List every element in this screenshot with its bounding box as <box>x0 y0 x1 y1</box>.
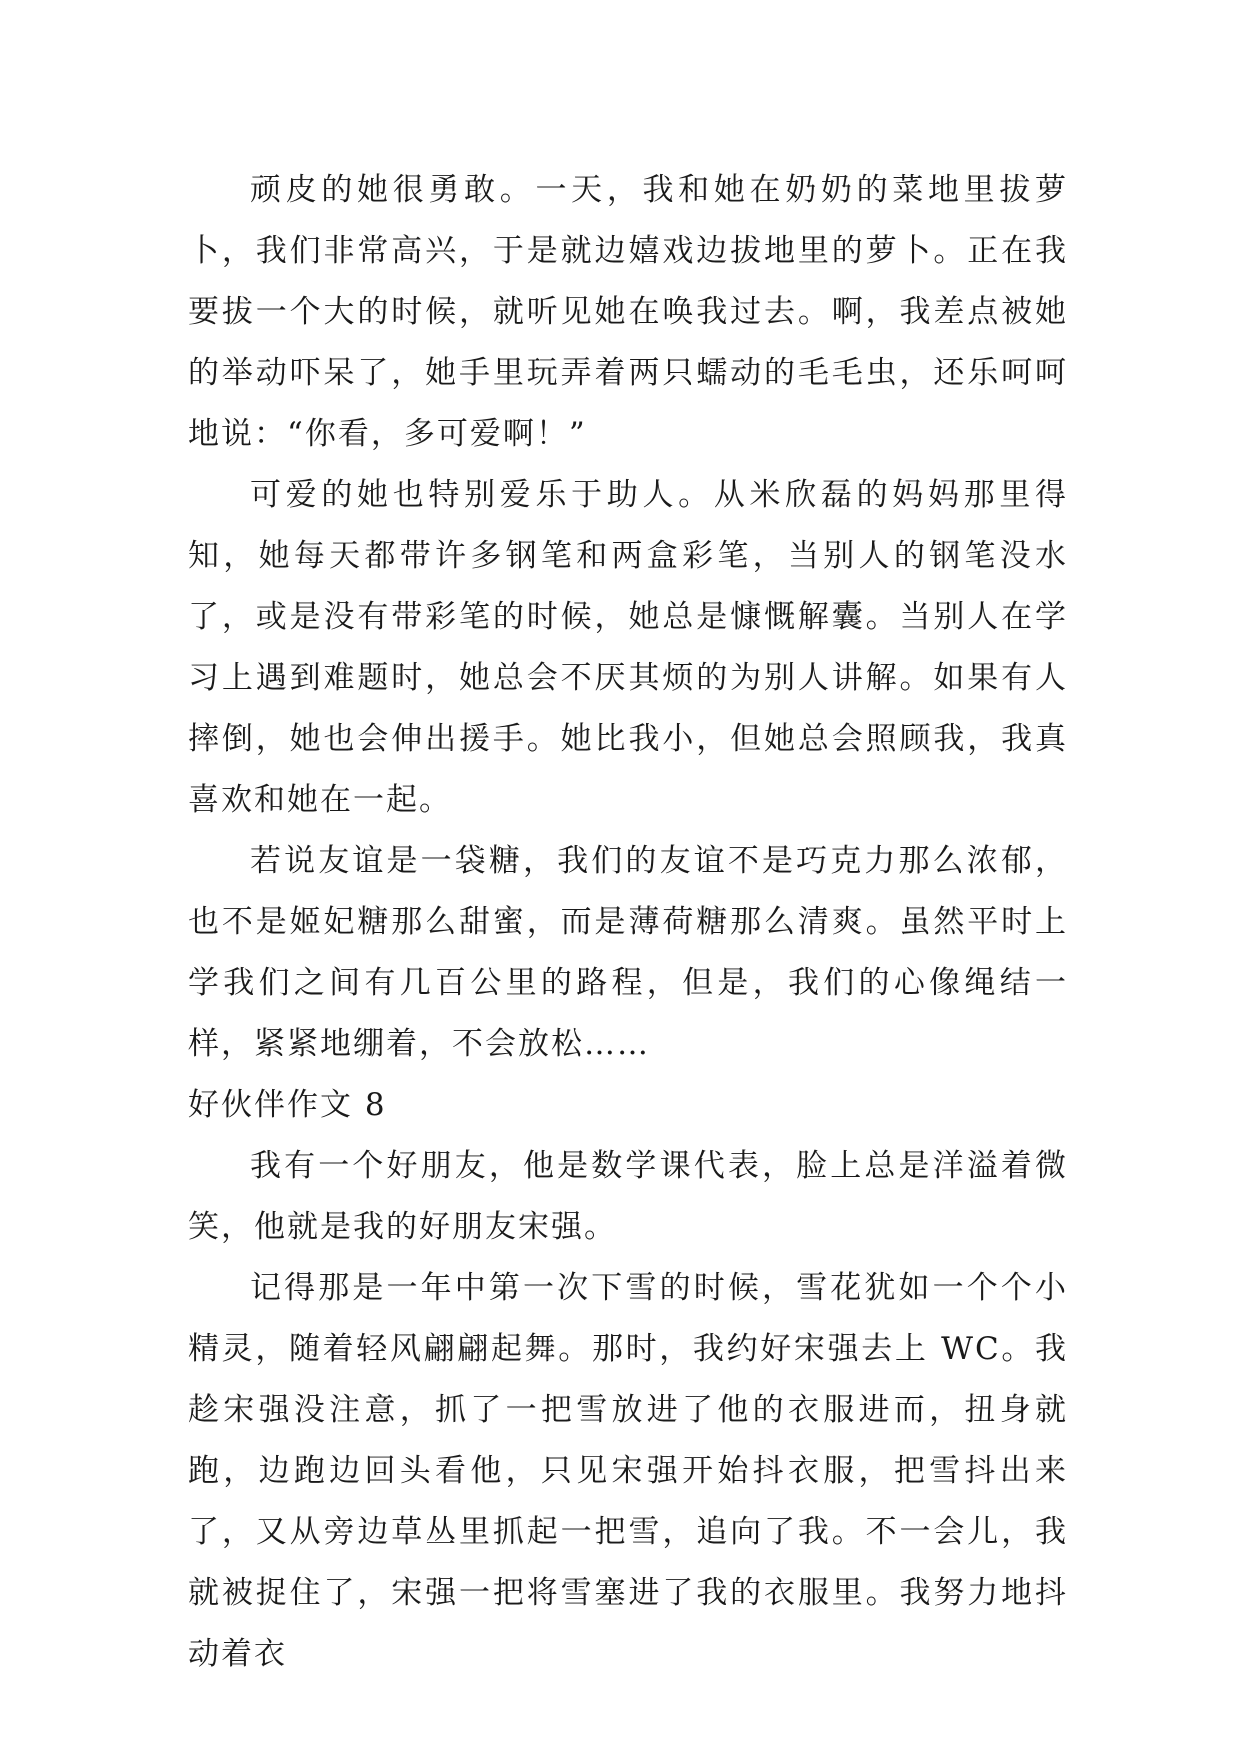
paragraph-helpful: 可爱的她也特别爱乐于助人。从米欣磊的妈妈那里得知，她每天都带许多钢笔和两盒彩笔，当别人的钢笔没水了，或是没有带彩笔的时候，她总是慷慨解囊。当别人在学习上遇到难题时，她总会不厌其烦的为别人讲解。如果有人摔倒，她也会伸出援手。她比我小，但她总会照顾我，我真喜欢和她在一起。 <box>188 477 1068 818</box>
paragraph-friendship-candy: 若说友谊是一袋糖，我们的友谊不是巧克力那么浓郁，也不是姬妃糖那么甜蜜，而是薄荷糖那么清爽。虽然平时上学我们之间有几百公里的路程，但是，我们的心像绳结一样，紧紧地绷着，不会放松…… <box>188 843 1068 1062</box>
document-body <box>188 160 1068 1685</box>
section-title: 好伙伴作文 8 <box>188 1087 387 1123</box>
paragraph-snow-day: 记得那是一年中第一次下雪的时候，雪花犹如一个个小精灵，随着轻风翩翩起舞。那时，我约好宋强去上 WC。我趁宋强没注意，抓了一把雪放进了他的衣服进而，扭身就跑，边跑边回头看他，只见宋强开始抖衣服，把雪抖出来了，又从旁边草丛里抓起一把雪，追向了我。不一会儿，我就被捉住了，宋强一把将雪塞进了我的衣服里。我努力地抖动着衣 <box>188 1270 1068 1672</box>
paragraph-brave: 顽皮的她很勇敢。一天，我和她在奶奶的菜地里拔萝卜，我们非常高兴，于是就边嬉戏边拔地里的萝卜。正在我要拔一个大的时候，就听见她在唤我过去。啊，我差点被她的举动吓呆了，她手里玩弄着两只蠕动的毛毛虫，还乐呵呵地说：“你看，多可爱啊！” <box>188 172 1068 452</box>
paragraph-friend-intro: 我有一个好朋友，他是数学课代表，脸上总是洋溢着微笑，他就是我的好朋友宋强。 <box>188 1148 1068 1245</box>
